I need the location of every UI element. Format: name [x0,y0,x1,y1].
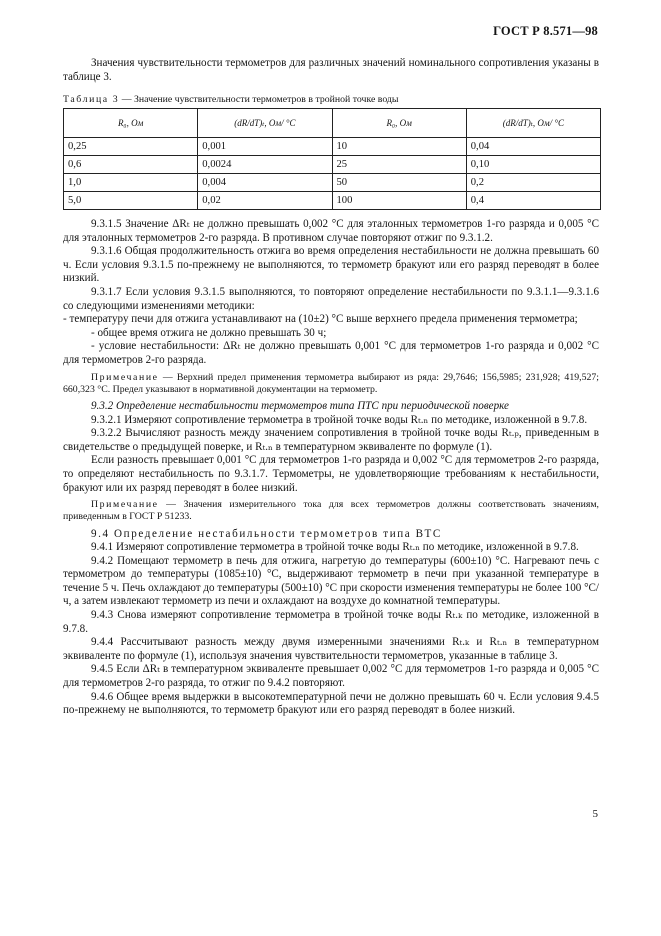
clause-9-3-1-7: 9.3.1.7 Если условия 9.3.1.5 выполняются, то повторяют определение нестабильности по 9.3.1.1—9.3.1.6 со следующими изменениями методики: [63,285,599,312]
intro-text-block [63,57,599,84]
document-header: ГОСТ Р 8.571—98 [493,24,598,38]
note-2 [63,499,599,523]
table-row [64,192,601,210]
clause-9-3-2-2: 9.3.2.2 Вычисляют разность между значением сопротивления в тройной точке воды Rₜ.ₚ, приведенным в свидетельстве о предыдущей поверке, и Rₜ.ₙ в температурном эквиваленте по формуле (1). [63,427,599,453]
clause-9-4-1: 9.4.1 Измеряют сопротивление термометра в тройной точке воды Rₜ.ₙ по методике, изложенной в 9.7.8. [91,541,579,554]
list-item: - температуру печи для отжига устанавливают на (10±2) °С выше верхнего предела применения термометра; [63,313,578,326]
table-cell: 0,6 [64,156,198,174]
table-row [64,138,601,156]
table-cell: 0,001 [198,138,332,156]
note-1 [63,372,599,396]
note-label: Примечание [91,499,159,511]
paragraph: Если разность превышает 0,001 °С для термометров 1-го разряда и 0,002 °С для термометров 2-го разряда, то определяют нестабильность по 9.3.1.7. Термометры, не удовлетворяющие требованиям к нестабильности, бракуют или их разряд переводят в более низкий. [63,454,599,494]
table-cell: 0,4 [466,192,600,210]
note-label: Примечание [91,371,159,383]
table-cell: 0,0024 [198,156,332,174]
table-cell: 0,25 [64,138,198,156]
section-9-4-title: 9.4 Определение нестабильности термометров типа ВТС [91,527,442,540]
clause-9-4-2: 9.4.2 Помещают термометр в печь для отжига, нагретую до температуры (600±10) °С. Нагревают печь с термометром до температуры (1085±10) °С, выдерживают термометр в печи при указанной температуре в течение 5 ч. Печь охлаждают до температуры (500±10) °С при скорости изменения температуры не более 100 °С/ч, а затем извлекают термометр из печи и охлаждают на воздухе до комнатной температуры. [63,554,599,608]
list-item: - условие нестабильности: ΔRₜ не должно превышать 0,001 °С для термометров 1-го разряда и 0,002 °С для термометров 2-го разряда. [63,340,599,366]
clause-9-4-4: 9.4.4 Рассчитывают разность между двумя измеренными значениями Rₜ.ₖ и Rₜ.ₙ в температурном эквиваленте по формуле (1), используя значения чувствительности термометров, указанные в таблице 3. [63,636,599,662]
table-cell: 0,04 [466,138,600,156]
table-header-row [64,109,601,138]
clause-9-3-2-title: 9.3.2 Определение нестабильности термометров типа ПТС при периодической поверке [91,399,509,412]
table-row [64,174,601,192]
table-cell: 25 [332,156,466,174]
list-item: - общее время отжига не должно превышать 30 ч; [91,326,327,339]
table-cell: 100 [332,192,466,210]
body-text-block [63,218,599,718]
table-caption-label: Таблица 3 [63,94,120,105]
table-caption-title: — Значение чувствительности термометров в тройной точке воды [119,94,399,105]
table-cell: 50 [332,174,466,192]
table-cell: 0,004 [198,174,332,192]
note-text: — Значения измерительного тока для всех термометров должны соответствовать значениям, приведенным в ГОСТ Р 51233. [63,499,599,523]
sensitivity-table [63,108,601,210]
table-header-cell: R₀, Ом [64,109,198,138]
note-text: — Верхний предел применения термометра выбирают из ряда: 29,7646; 156,5985; 231,928; 419,527; 660,323 °С. Предел указывают в нормативной документации на термометр. [63,371,599,395]
table-header-cell: (dR/dT)ₜ, Ом/ °С [466,109,600,138]
intro-paragraph: Значения чувствительности термометров для различных значений номинального сопротивления указаны в таблице 3. [63,57,599,83]
table-cell: 0,10 [466,156,600,174]
page-number: 5 [592,808,598,820]
clause-9-3-2-1: 9.3.2.1 Измеряют сопротивление термометра в тройной точке воды Rₜ.ₙ по методике, изложенной в 9.7.8. [91,413,588,426]
table-cell: 10 [332,138,466,156]
table-cell: 0,2 [466,174,600,192]
table-header-cell: R₀, Ом [332,109,466,138]
clause-9-3-1-5: 9.3.1.5 Значение ΔRₜ не должно превышать 0,002 °С для эталонных термометров 1-го разряда и 0,005 °С для эталонных термометров 2-го разряда. В противном случае повторяют отжиг по 9.3.1.2. [63,218,599,244]
table-cell: 0,02 [198,192,332,210]
table-header-cell: (dR/dT)ₜ, Ом/ °С [198,109,332,138]
table-row [64,156,601,174]
clause-9-4-3: 9.4.3 Снова измеряют сопротивление термометра в тройной точке воды Rₜ.ₖ по методике, изложенной в 9.7.8. [63,609,599,635]
table-cell: 1,0 [64,174,198,192]
table-cell: 5,0 [64,192,198,210]
table-caption [63,94,399,105]
clause-9-4-5: 9.4.5 Если ΔRₜ в температурном эквиваленте превышает 0,002 °С для термометров 1-го разряда и 0,005 °С для термометров 2-го разряда, то отжиг по 9.4.2 повторяют. [63,663,599,690]
clause-9-3-1-6: 9.3.1.6 Общая продолжительность отжига во время определения нестабильности не должна превышать 60 ч. Если условия 9.3.1.5 по-прежнему не выполняются, то термометр бракуют или его разряд переводят в более низкий. [63,245,599,285]
clause-9-4-6: 9.4.6 Общее время выдержки в высокотемпературной печи не должно превышать 60 ч. Если условия 9.4.5 по-прежнему не выполняются, то термометр бракуют или его разряд переводят в более низкий. [63,690,599,717]
